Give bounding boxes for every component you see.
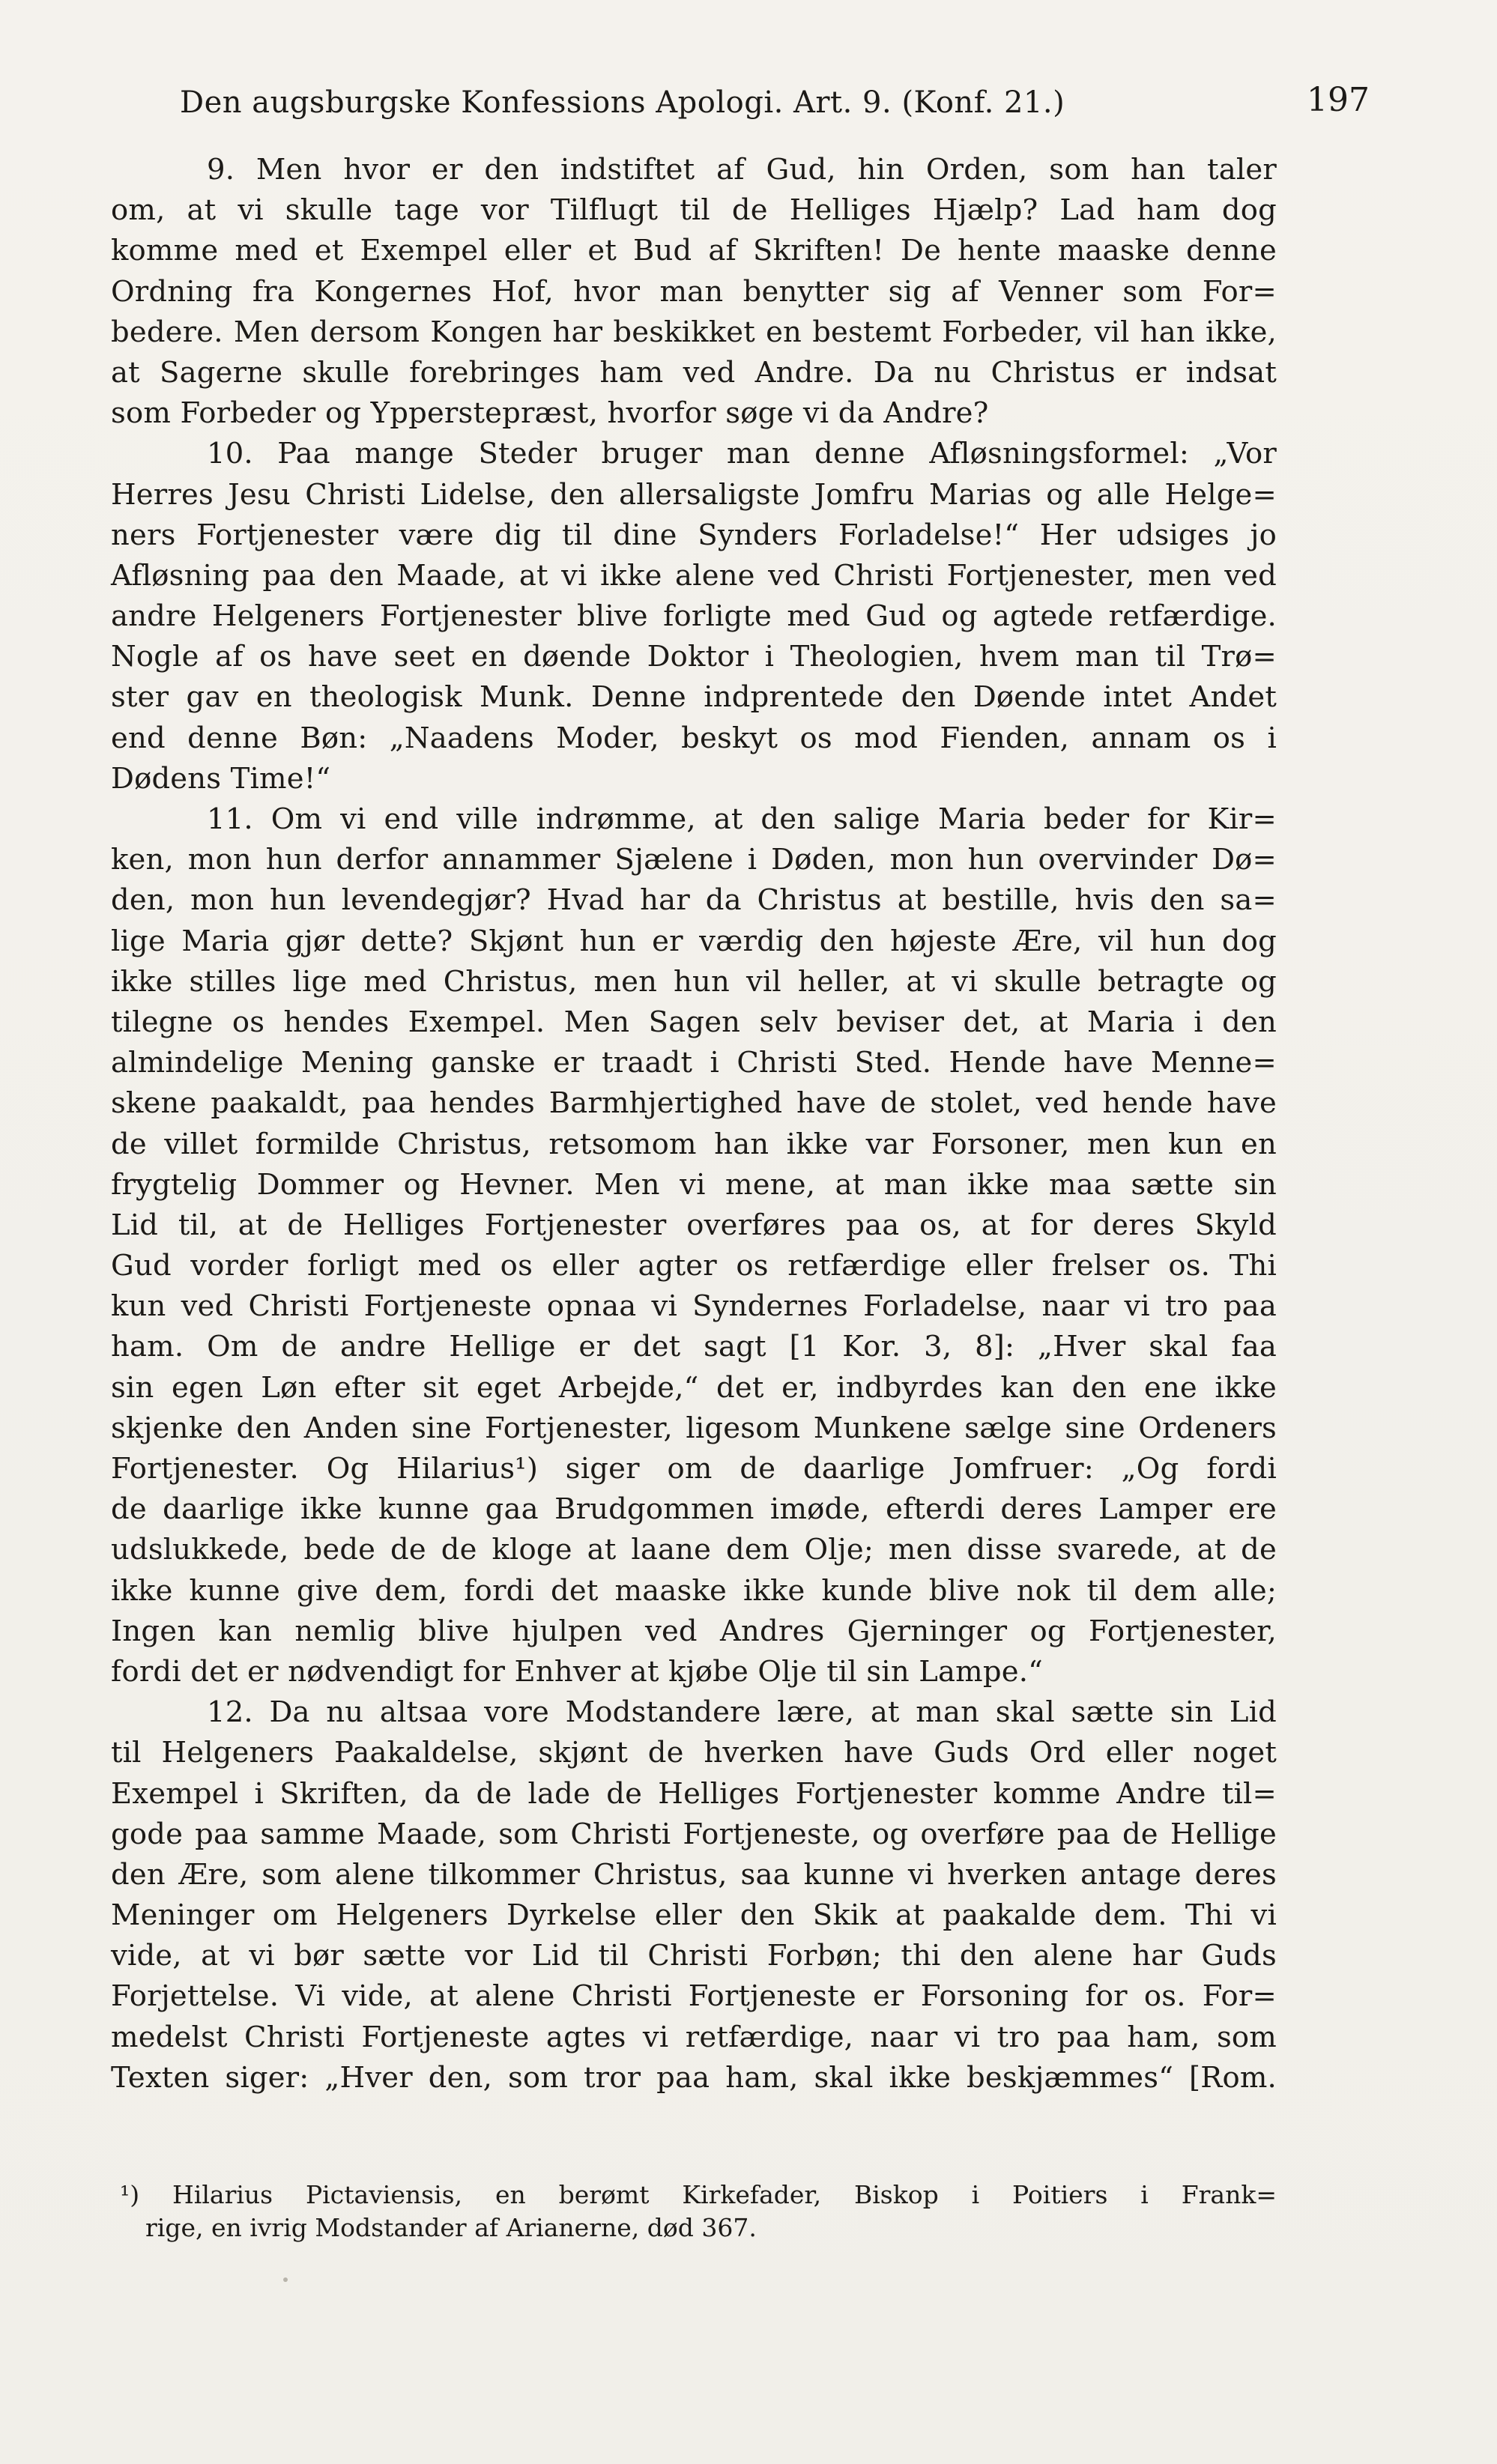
text-line: til Helgeners Paakaldelse, skjønt de hverken have Guds Ord eller noget bbox=[111, 1736, 1277, 1770]
ink-speck bbox=[283, 2277, 288, 2282]
text-line: udslukkede, bede de de kloge at laane dem Olje; men disse svarede, at de bbox=[111, 1533, 1277, 1567]
text-line: de villet formilde Christus, retsomom han ikke var Forsoner, men kun en bbox=[111, 1127, 1277, 1161]
text-line: ikke stilles lige med Christus, men hun vil heller, at vi skulle betragte og bbox=[111, 964, 1277, 999]
text-line: andre Helgeners Fortjenester blive forligte med Gud og agtede retfærdige. bbox=[111, 599, 1277, 634]
page-number: 197 bbox=[1307, 81, 1370, 119]
text-line: som Forbeder og Ypperstepræst, hvorfor søge vi da Andre? bbox=[111, 396, 989, 431]
text-line: sin egen Løn efter sit eget Arbejde,“ det er, indbyrdes kan den ene ikke bbox=[111, 1370, 1277, 1405]
text-line: om, at vi skulle tage vor Tilflugt til de Helliges Hjælp? Lad ham dog bbox=[111, 193, 1277, 228]
text-line: Forjettelse. Vi vide, at alene Christi Fortjeneste er Forsoning for os. For= bbox=[111, 1979, 1277, 2014]
text-line: tilegne os hendes Exempel. Men Sagen selv beviser det, at Maria i den bbox=[111, 1005, 1277, 1039]
text-line: kun ved Christi Fortjeneste opnaa vi Syndernes Forladelse, naar vi tro paa bbox=[111, 1289, 1277, 1324]
text-line: medelst Christi Fortjeneste agtes vi retfærdige, naar vi tro paa ham, som bbox=[111, 2020, 1277, 2054]
text-line: vide, at vi bør sætte vor Lid til Christi Forbøn; thi den alene har Guds bbox=[111, 1939, 1277, 1973]
text-line: gode paa samme Maade, som Christi Fortjeneste, og overføre paa de Hellige bbox=[111, 1817, 1277, 1851]
text-line: lige Maria gjør dette? Skjønt hun er værdig den højeste Ære, vil hun dog bbox=[111, 924, 1277, 958]
text-line: fordi det er nødvendigt for Enhver at kjøbe Olje til sin Lampe.“ bbox=[111, 1654, 1044, 1689]
text-line: Exempel i Skriften, da de lade de Helliges Fortjenester komme Andre til= bbox=[111, 1776, 1277, 1811]
text-line: Fortjenester. Og Hilarius¹) siger om de daarlige Jomfruer: „Og fordi bbox=[111, 1452, 1277, 1486]
text-line: Meninger om Helgeners Dyrkelse eller den Skik at paakalde dem. Thi vi bbox=[111, 1898, 1277, 1933]
text-line: bedere. Men dersom Kongen har beskikket en bestemt Forbeder, vil han ikke, bbox=[111, 315, 1277, 349]
text-line: end denne Bøn: „Naadens Moder, beskyt os mod Fienden, annam os i bbox=[111, 721, 1277, 755]
text-line: skene paakaldt, paa hendes Barmhjertighed have de stolet, ved hende have bbox=[111, 1086, 1277, 1121]
text-line: komme med et Exempel eller et Bud af Skriften! De hente maaske denne bbox=[111, 234, 1277, 268]
text-line: Afløsning paa den Maade, at vi ikke alene ved Christi Fortjenester, men ved bbox=[111, 558, 1277, 593]
running-head: Den augsburgske Konfessions Apologi. Art. 9. (Konf. 21.) bbox=[180, 85, 1065, 120]
text-line: ham. Om de andre Hellige er det sagt [1 Kor. 3, 8]: „Hver skal faa bbox=[111, 1330, 1277, 1364]
text-line: ken, mon hun derfor annammer Sjælene i Døden, mon hun overvinder Dø= bbox=[111, 843, 1277, 877]
text-line: skjenke den Anden sine Fortjenester, ligesom Munkene sælge sine Ordeners bbox=[111, 1411, 1277, 1445]
text-line: 9. Men hvor er den indstiftet af Gud, hin Orden, som han taler bbox=[207, 153, 1277, 187]
text-line: Ordning fra Kongernes Hof, hvor man benytter sig af Venner som For= bbox=[111, 274, 1277, 309]
text-line: Lid til, at de Helliges Fortjenester overføres paa os, at for deres Skyld bbox=[111, 1208, 1277, 1242]
text-line: Herres Jesu Christi Lidelse, den allersaligste Jomfru Marias og alle Helge= bbox=[111, 477, 1277, 512]
text-line: ners Fortjenester være dig til dine Synders Forladelse!“ Her udsiges jo bbox=[111, 518, 1277, 552]
text-line: frygtelig Dommer og Hevner. Men vi mene, at man ikke maa sætte sin bbox=[111, 1167, 1277, 1202]
footnote-line: rige, en ivrig Modstander af Arianerne, død 367. bbox=[145, 2213, 757, 2242]
text-line: 12. Da nu altsaa vore Modstandere lære, at man skal sætte sin Lid bbox=[207, 1695, 1277, 1730]
text-line: den, mon hun levendegjør? Hvad har da Christus at bestille, hvis den sa= bbox=[111, 883, 1277, 918]
text-line: 10. Paa mange Steder bruger man denne Afløsningsformel: „Vor bbox=[207, 437, 1277, 471]
text-line: Nogle af os have seet en døende Doktor i Theologien, hvem man til Trø= bbox=[111, 640, 1277, 674]
text-line: Gud vorder forligt med os eller agter os retfærdige eller frelser os. Thi bbox=[111, 1249, 1277, 1283]
text-line: de daarlige ikke kunne gaa Brudgommen imøde, efterdi deres Lamper ere bbox=[111, 1492, 1277, 1527]
text-line: at Sagerne skulle forebringes ham ved Andre. Da nu Christus er indsat bbox=[111, 355, 1277, 390]
page-header bbox=[180, 81, 1370, 126]
text-line: den Ære, som alene tilkommer Christus, saa kunne vi hverken antage deres bbox=[111, 1857, 1277, 1892]
text-line: Ingen kan nemlig blive hjulpen ved Andres Gjerninger og Fortjenester, bbox=[111, 1614, 1277, 1648]
footnote-line: ¹) Hilarius Pictaviensis, en berømt Kirkefader, Biskop i Poitiers i Frank= bbox=[120, 2180, 1277, 2209]
text-line: almindelige Mening ganske er traadt i Christi Sted. Hende have Menne= bbox=[111, 1046, 1277, 1080]
text-line: Texten siger: „Hver den, som tror paa ham, skal ikke beskjæmmes“ [Rom. bbox=[111, 2060, 1277, 2095]
text-line: 11. Om vi end ville indrømme, at den salige Maria beder for Kir= bbox=[207, 802, 1277, 836]
body-text bbox=[111, 150, 1277, 2098]
text-line: ster gav en theologisk Munk. Denne indprentede den Døende intet Andet bbox=[111, 680, 1277, 715]
text-line: ikke kunne give dem, fordi det maaske ikke kunde blive nok til dem alle; bbox=[111, 1573, 1277, 1608]
footnote bbox=[111, 2179, 1277, 2244]
text-line: Dødens Time!“ bbox=[111, 761, 331, 796]
